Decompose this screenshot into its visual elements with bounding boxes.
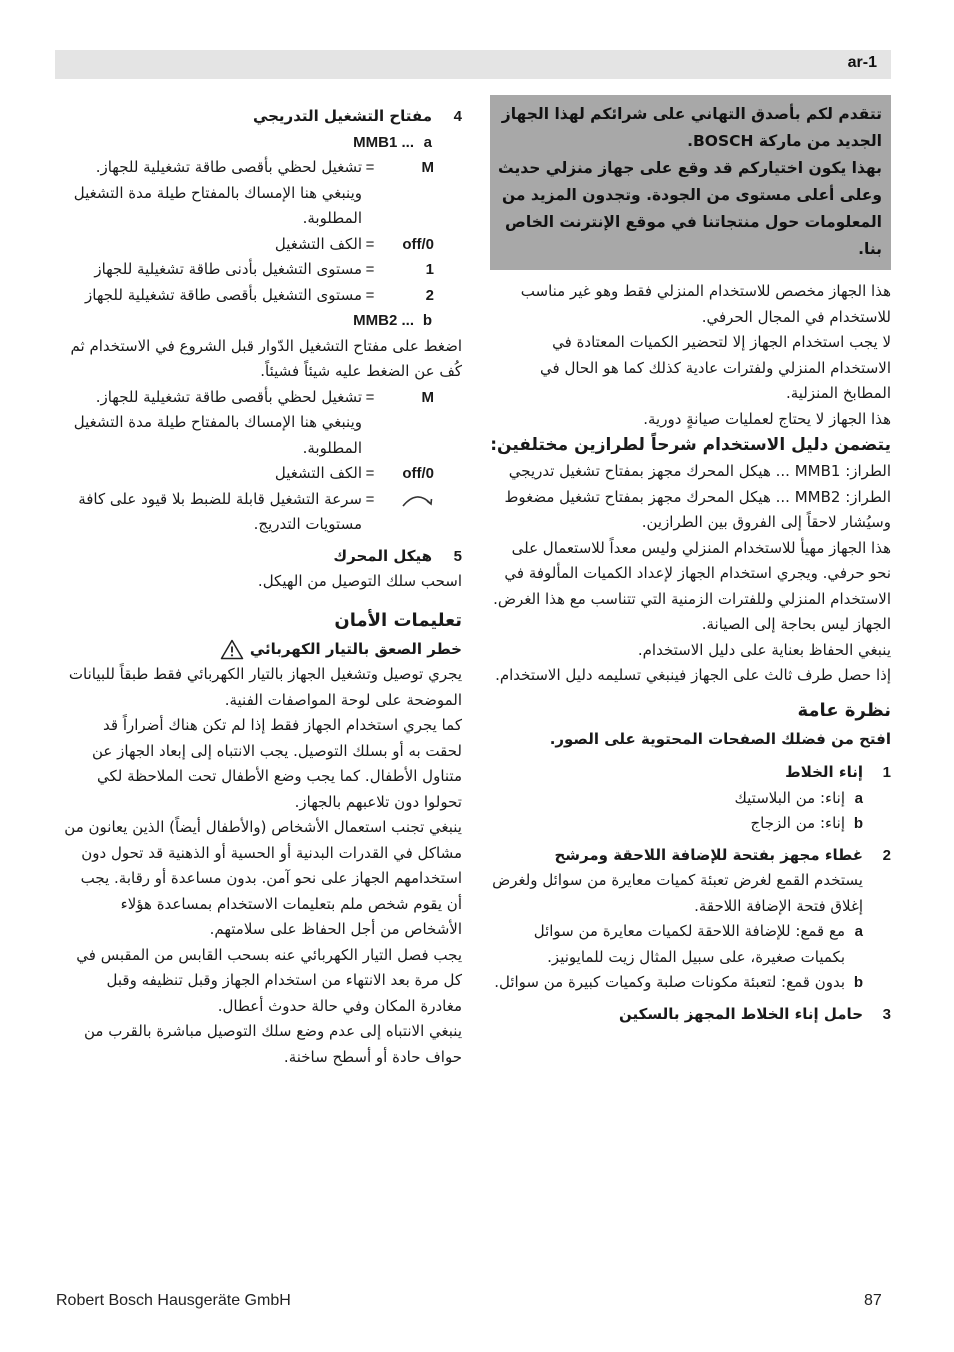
- key-row: [62, 155, 462, 232]
- sub-letter: a: [854, 923, 863, 940]
- safety-paragraph: ينبغي تجنب استعمال الأشخاص (والأطفال أيضاً) الذين يعانون من مشاكل في القدرات البدنية أو الحسية أو الذهنية قد تحول دون استخدامهم الجهاز على نحو آمن. بدون مساعدة أو رقابة. يجب أن يقوم شخص ملم بتعليمات الاستخدام بمساعدة هؤلاء الأشخاص من أجل الحفاظ على سلامتهم.: [64, 818, 462, 938]
- list-item: [62, 104, 462, 130]
- sub-b-text: اضغط على مفتاح التشغيل الدّوار قبل الشروع في الاستخدام ثم كُف عن الضغط عليه شيئاً فشيئاً.: [70, 336, 462, 380]
- item-number: 4: [453, 108, 462, 125]
- body-paragraph: ينبغي الحفاظ بعناية على دليل الاستخدام.: [637, 640, 891, 659]
- key-text: مستوى التشغيل بأقصى طاقة تشغيلية للجهاز: [85, 285, 362, 304]
- page-code: ar-1: [847, 54, 877, 71]
- sub-letter: b: [853, 815, 863, 832]
- overview-title: نظرة عامة: [797, 699, 891, 721]
- sub-item: [490, 786, 863, 812]
- key-text: سرعة التشغيل قابلة للضبط بلا قيود على كافة مستويات التدريج.: [78, 489, 362, 533]
- key-row: [62, 232, 462, 258]
- left-column: [62, 104, 462, 1070]
- header-bar: [55, 50, 891, 79]
- item-number: 3: [882, 1005, 891, 1023]
- key-text: تشغيل لحظي بأقصى طاقة تشغيلية للجهاز. وينبغي هنا الإمساك بالمفتاح طيلة مدة التشغيل المطلوبة.: [73, 387, 362, 457]
- models-heading: يتضمن دليل الاستخدام شرحاً لطرازين مختلفين:: [490, 435, 891, 455]
- body-paragraph: وسيُشار لاحقاً إلى الفروق بين الطرازين.: [641, 513, 891, 531]
- key-row: [62, 257, 462, 283]
- footer-page-number: 87: [864, 1292, 882, 1309]
- key-label: 2: [425, 286, 434, 304]
- safety-title: تعليمات الأمان: [334, 609, 462, 631]
- overview-intro: افتح من فضلك الصفحات المحتوية على الصور.: [549, 729, 891, 748]
- item-number: 5: [453, 547, 462, 565]
- footer-company: Robert Bosch Hausgeräte GmbH: [56, 1292, 291, 1309]
- body-paragraph: لا يجب استخدام الجهاز إلا لتحضير الكميات المعتادة في الاستخدام المنزلي ولفترات عادية كذلك كما هو الحال في المطابخ المنزلية.: [540, 333, 891, 402]
- sub-letter: b: [422, 312, 432, 329]
- warning-heading: خطر الصعق بالتيار الكهربائي: [249, 639, 462, 658]
- body-paragraph: هذا الجهاز لا يحتاج لعمليات صيانةٍ دورية.: [643, 409, 891, 428]
- body-paragraph: هذا الجهاز مهيأ للاستخدام المنزلي وليس معداً للاستعمال على نحو حرفي. ويجري استخدام الجهاز لإعداد الكميات المألوفة في الاستخدام المنزلي وللفترات الزمنية التي تتناسب مع هذا الغرض.: [493, 538, 891, 608]
- list-item: [490, 760, 891, 837]
- sub-item: [490, 970, 863, 996]
- intro-paragraph: تتقدم لكم بأصدق التهاني على شرائكم لهذا الجهاز الجديد من ماركة BOSCH.: [501, 105, 882, 150]
- body-paragraph: الجهاز ليس بحاجة إلى الصيانة.: [701, 615, 891, 633]
- safety-paragraph: ينبغي الانتباه إلى عدم وضع سلك التوصيل مباشرة بالقرب من حواف حادة أو أسطح ساخنة.: [84, 1022, 462, 1066]
- key-text: مستوى التشغيل بأدنى طاقة تشغيلية للجهاز: [94, 260, 362, 278]
- item-title: غطاء مجهز بفتحة للإضافة اللاحقة ومرشح: [554, 845, 863, 864]
- dial-arc-icon: [378, 487, 434, 513]
- list-item: [490, 1002, 891, 1028]
- equals-sign: =: [365, 235, 375, 253]
- sub-item: [62, 308, 462, 334]
- safety-paragraph: يجري توصيل وتشغيل الجهاز بالتيار الكهربائي فقط طبقاً للبيانات الموضحة على لوحة المواصفات الفنية.: [68, 665, 462, 709]
- equals-sign: =: [365, 159, 375, 176]
- sub-item: [62, 130, 462, 156]
- key-row: [62, 487, 462, 538]
- body-paragraph: إذا حصل طرف ثالث على الجهاز فينبغي تسليمه دليل الاستخدام.: [495, 666, 891, 684]
- sub-item: [490, 919, 863, 970]
- key-text: الكف التشغيل: [274, 234, 362, 253]
- sub-item: [490, 811, 863, 837]
- dial-arc-icon-svg: [400, 491, 434, 509]
- equals-sign: =: [365, 465, 375, 482]
- key-label: 1: [425, 261, 434, 278]
- sub-text: مع قمع: للإضافة اللاحقة لكميات معايرة من سوائل بكميات صغيرة، على سبيل المثال زيت للمايونيز.: [533, 922, 845, 966]
- equals-sign: =: [365, 490, 375, 508]
- warning-heading-row: [62, 637, 462, 663]
- item-number: 1: [882, 764, 891, 781]
- key-label: off/0: [402, 465, 434, 482]
- sub-letter: a: [423, 133, 432, 151]
- key-text: تشغيل لحظي بأقصى طاقة تشغيلية للجهاز. وينبغي هنا الإمساك بالمفتاح طيلة مدة التشغيل المطلوبة.: [73, 158, 362, 227]
- warning-triangle-icon: [220, 639, 244, 660]
- intro-box: [490, 95, 891, 270]
- item-title: إناء الخلاط: [785, 763, 863, 781]
- safety-paragraph: يجب فصل التيار الكهربائي عنه بسحب القابس من المقبس في كل مرة بعد الانتهاء من استخدام الجهاز وقبل تنظيفه وقبل مغادرة المكان وفي حالة حدوث أعطال.: [76, 945, 462, 1015]
- item-title: حامل إناء الخلاط المجهز بالسكين: [618, 1004, 863, 1023]
- item-title: مفتاح التشغيل التدريجي: [252, 107, 432, 125]
- equals-sign: =: [365, 261, 375, 278]
- model-label: MMB2 ...: [353, 312, 414, 329]
- key-label: M: [421, 388, 434, 406]
- item-body: يستخدم القمع لغرض تعبئة كميات معايرة من سوائل ولغرض إغلاق فتحة الإضافة اللاحقة.: [492, 871, 863, 915]
- item-number: 2: [882, 846, 891, 864]
- key-text: الكف التشغيل: [274, 464, 362, 482]
- sub-text: إناء: من الزجاج: [750, 814, 845, 832]
- sub-letter: b: [853, 974, 863, 991]
- right-column: [490, 95, 891, 1027]
- model-line: الطراز: MMB2 ... هيكل المحرك مجهز بمفتاح تشغيل مضغوط: [504, 487, 891, 506]
- safety-paragraph: كما يجري استخدام الجهاز فقط إذا لم تكن هناك أضراراً قد لحقت به أو بسلك التوصيل. يجب الانتباه إلى إبعاد الجهاز عن متناول الأطفال. كما يجب وضع الأطفال تحت الملاحظة لكي تحولوا دون تلاعبهم بالجهاز.: [92, 716, 462, 811]
- intro-paragraph: بهذا يكون اختياركم قد وقع على جهاز منزلي حديث وعلى أعلى مستوى من الجودة. وتجدون المزيد من المعلومات حول منتجاتنا في موقع الإنترنت الخاص بنا.: [498, 159, 882, 258]
- key-row: [62, 461, 462, 487]
- sub-text: بدون قمع: لتعبئة مكونات صلبة وكميات كبيرة من سوائل.: [494, 973, 845, 991]
- model-label: MMB1 ...: [353, 133, 414, 151]
- body-paragraph: هذا الجهاز مخصص للاستخدام المنزلي فقط وهو غير مناسب للاستخدام في المجال الحرفي.: [520, 282, 891, 326]
- item-body: اسحب سلك التوصيل من الهيكل.: [257, 572, 462, 590]
- key-label: M: [421, 159, 434, 176]
- item-title: هيكل المحرك: [333, 546, 432, 565]
- key-row: [62, 283, 462, 309]
- key-row: [62, 385, 462, 462]
- model-line: الطراز: MMB1 ... هيكل المحرك مجهز بمفتاح تشغيل تدريجي: [508, 462, 891, 480]
- key-label: off/0: [402, 235, 434, 253]
- list-item: [490, 843, 891, 996]
- equals-sign: =: [365, 388, 375, 406]
- equals-sign: =: [365, 286, 375, 304]
- list-item: [62, 544, 462, 570]
- sub-letter: a: [854, 789, 863, 807]
- sub-text: إناء: من البلاستيك: [734, 788, 845, 807]
